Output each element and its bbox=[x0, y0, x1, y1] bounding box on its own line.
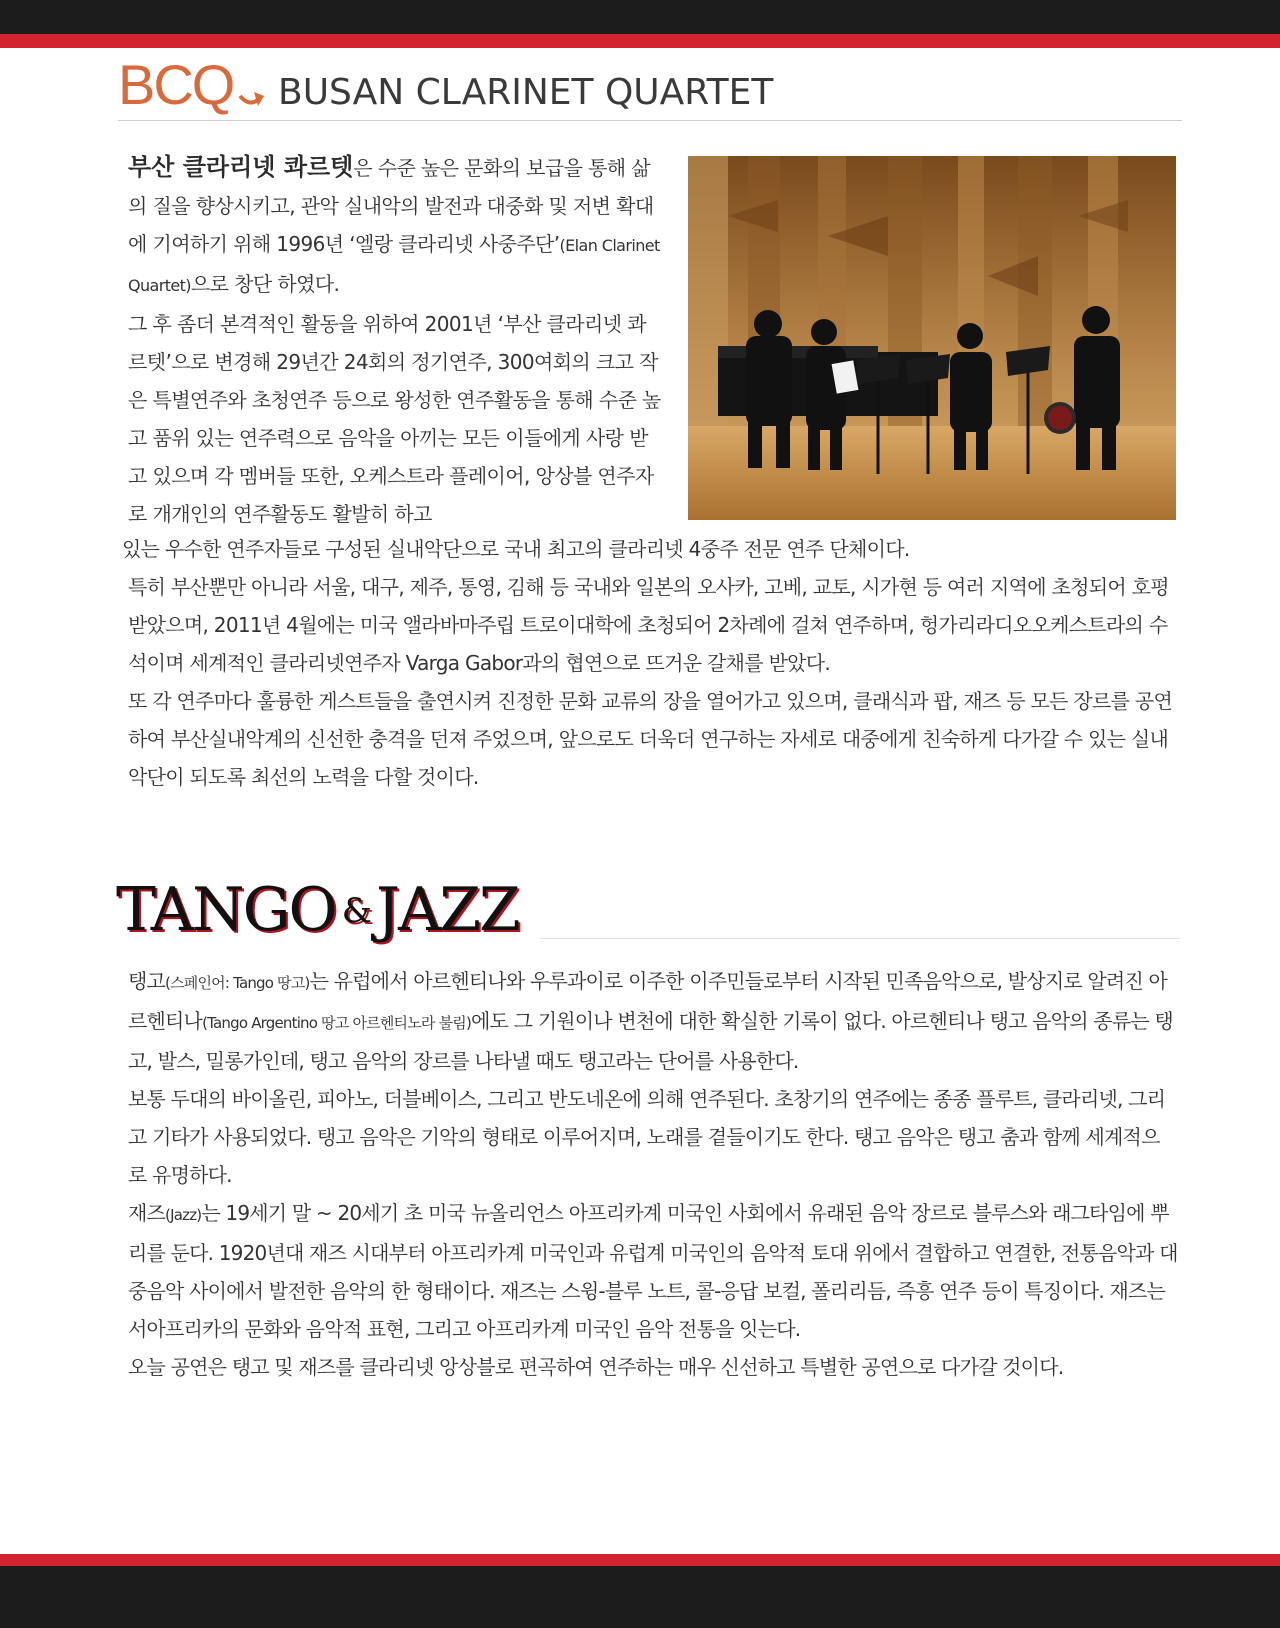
tango-paragraph-2: 보통 두대의 바이올린, 피아노, 더블베이스, 그리고 반도네온에 의해 연주된다. 초창기의 연주에는 종종 플루트, 클라리넷, 그리고 기타가 사용되었다. 탱고 음악은 기악의 형태로 이루어지며, 노래를 곁들이기도 한다. 탱고 음악은 탱고 춤과 함께 세계적으로 유명하다. bbox=[128, 1087, 1166, 1187]
tango-jazz-header bbox=[116, 870, 1180, 960]
tango-paragraph-1 bbox=[122, 962, 1178, 1080]
bcq-paragraph-4: 또 각 연주마다 훌륭한 게스트들을 출연시켜 진정한 문화 교류의 장을 열어가고 있으며, 클래식과 팝, 재즈 등 모든 장르를 공연하여 부산실내악계의 신선한 충격을 던져 주었으며, 앞으로도 더욱더 연구하는 자세로 대중에게 친숙하게 다가갈 수 있는 실내악단이 되도록 최선의 노력을 다할 것이다. bbox=[128, 689, 1173, 789]
bcq-header bbox=[118, 52, 1182, 121]
tango-p1-b: 는 유럽에서 아르헨티나와 우루과이로 이주한 이주민들로부터 시작된 민족음악으로, 발상지로 알려진 아르헨티나 bbox=[128, 969, 1168, 1033]
intro-paragraph-2: 그 후 좀더 본격적인 활동을 위하여 2001년 ‘부산 클라리넷 콰르텟’으로 변경해 29년간 24회의 정기연주, 300여회의 크고 작은 특별연주와 초청연주 등으로 왕성한 연주활동을 통해 수준 높고 품위 있는 연주력으로 음악을 아끼는 모든 이들에게 사랑 받고 있으며 각 멤버들 또한, 오케스트라 플레이어, 앙상블 연주자로 개개인의 연주활동도 활발히 하고 bbox=[128, 312, 661, 526]
page-title: BUSAN CLARINET QUARTET bbox=[278, 72, 774, 113]
intro-p1-rest: 은 수준 높은 문화의 보급을 통해 삶의 질을 향상시키고, 관악 실내악의 발전과 대중화 및 저변 확대에 기여하기 위해 1996년 ‘엘랑 클라리넷 사중주단’ bbox=[128, 156, 654, 256]
intro-paragraph bbox=[122, 148, 662, 305]
bcq-logo: BCQ bbox=[118, 53, 234, 116]
closing-paragraph: 오늘 공연은 탱고 및 재즈를 클라리넷 앙상블로 편곡하여 연주하는 매우 신선하고 특별한 공연으로 다가갈 것이다. bbox=[128, 1355, 1064, 1379]
jazz-paragraph bbox=[122, 1194, 1178, 1348]
bcq-description-continued bbox=[122, 530, 1178, 796]
tango-jazz-text bbox=[122, 962, 1178, 1386]
top-red-stripe bbox=[0, 34, 1280, 48]
tango-p1-paren1: (스페인어: Tango 땅고) bbox=[165, 974, 310, 992]
jazz-p3-b: 는 19세기 말 ~ 20세기 초 미국 뉴올리언스 아프리카계 미국인 사회에서 유래된 음악 장르로 블루스와 래그타임에 뿌리를 둔다. 1920년대 재즈 시대부터 아프리카계 미국인과 유럽계 미국인의 음악적 토대 위에서 결합하고 연결한, 전통음악과 대중음악 사이에서 발전한 음악의 한 형태이다. 재즈는 스윙-블루 노트, 콜-응답 보컬, 폴리리듬, 즉흥 연주 등이 특징이다. 재즈는 서아프리카의 문화와 음악적 표현, 그리고 아프리카계 미국인 음악 전통을 잇는다. bbox=[128, 1201, 1178, 1341]
tango-p1-paren2: (Tango Argentino 땅고 아르헨티노라 불림) bbox=[202, 1014, 472, 1032]
logo-arrow-icon bbox=[236, 82, 266, 112]
bottom-red-stripe bbox=[0, 1554, 1280, 1566]
photo-illustration bbox=[688, 156, 1176, 520]
intro-p1-end: 으로 창단 하였다. bbox=[190, 272, 340, 296]
title-jazz: JAZZ bbox=[375, 875, 519, 945]
title-tango: TANGO bbox=[116, 875, 336, 945]
section-divider bbox=[540, 938, 1180, 939]
jazz-p3-paren: (Jazz) bbox=[165, 1206, 202, 1224]
bottom-dark-bar bbox=[0, 1566, 1280, 1628]
tango-p1-c: 에도 그 기원이나 변천에 대한 확실한 기록이 없다. 아르헨티나 탱고 음악의 종류는 탱고, 발스, 밀롱가인데, 탱고 음악의 장르를 나타낼 때도 탱고라는 단어를 사용한다. bbox=[128, 1009, 1173, 1073]
section-title bbox=[116, 870, 519, 951]
title-ampersand: & bbox=[341, 891, 370, 931]
intro-lead: 부산 클라리넷 콰르텟 bbox=[128, 153, 354, 181]
intro-paragraph-2-end: 있는 우수한 연주자들로 구성된 실내악단으로 국내 최고의 클라리넷 4중주 전문 연주 단체이다. bbox=[122, 537, 910, 561]
top-dark-bar bbox=[0, 0, 1280, 34]
jazz-p3-a: 재즈 bbox=[128, 1201, 166, 1225]
quartet-performance-photo bbox=[688, 156, 1176, 520]
bcq-paragraph-3: 특히 부산뿐만 아니라 서울, 대구, 제주, 통영, 김해 등 국내와 일본의 오사카, 고베, 교토, 시가현 등 여러 지역에 초청되어 호평 받았으며, 2011년 4월에는 미국 앨라바마주립 트로이대학에 초청되어 2차례에 걸쳐 연주하며, 헝가리라디오오케스트라의 수석이며 세계적인 클라리넷연주자 Varga Gabor과의 협연으로 뜨거운 갈채를 받았다. bbox=[128, 575, 1169, 675]
tango-p1-a: 탱고 bbox=[128, 969, 166, 993]
intro-text bbox=[122, 148, 662, 533]
intro-p1-paren: (Elan Clarinet Quartet) bbox=[128, 236, 660, 295]
